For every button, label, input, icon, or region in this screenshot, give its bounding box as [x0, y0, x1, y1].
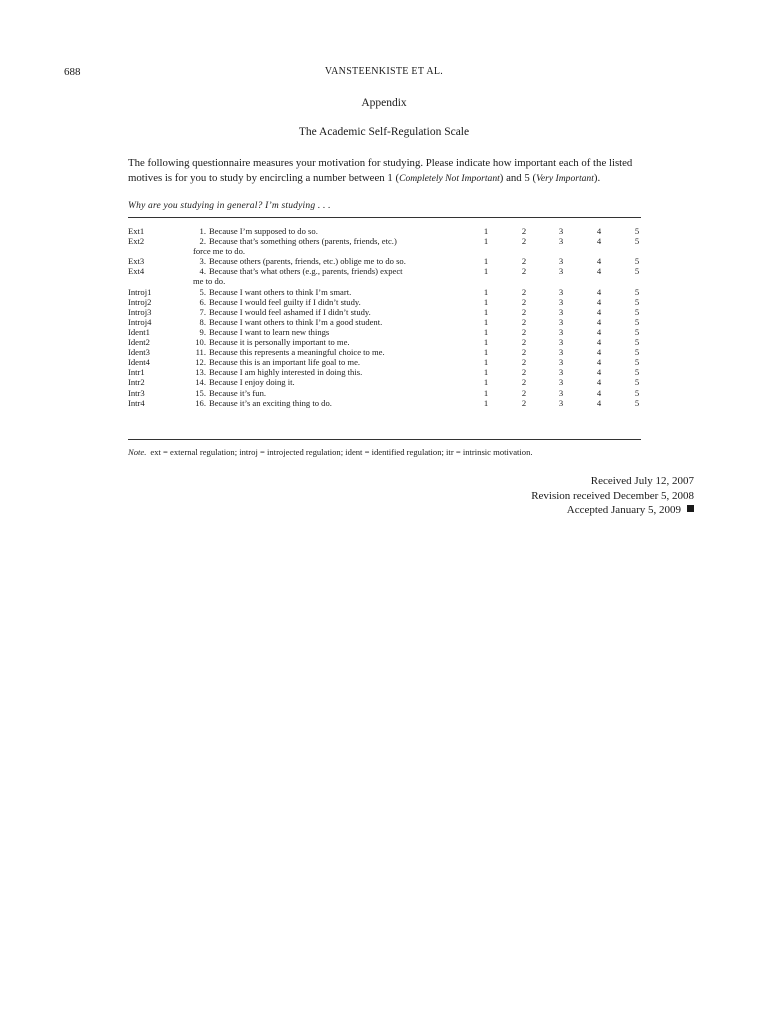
- item-number: 10.: [195, 337, 206, 348]
- rating-option-4[interactable]: 4: [596, 326, 602, 337]
- rating-option-1[interactable]: 1: [483, 367, 489, 378]
- rating-option-4[interactable]: 4: [596, 387, 602, 398]
- received-date: Received July 12, 2007: [590, 475, 694, 487]
- table-row: [0, 357, 768, 367]
- rating-option-5[interactable]: 5: [634, 306, 640, 317]
- item-text-line1: [186, 226, 458, 236]
- anchor-1-label: Completely Not Important: [399, 173, 500, 184]
- rating-option-3[interactable]: 3: [558, 326, 564, 337]
- rating-option-3[interactable]: 3: [558, 236, 564, 247]
- question-prompt: Why are you studying in general? I’m studying . . .: [128, 201, 331, 211]
- rating-option-3[interactable]: 3: [558, 397, 564, 408]
- rating-option-3[interactable]: 3: [558, 266, 564, 277]
- item-text-line1: [186, 236, 458, 246]
- rating-option-5[interactable]: 5: [634, 286, 640, 297]
- item-number: 2.: [199, 236, 206, 247]
- rating-option-3[interactable]: 3: [558, 286, 564, 297]
- item-number: 4.: [199, 266, 206, 277]
- table-row: [0, 256, 768, 266]
- item-statement: [186, 388, 458, 398]
- item-text-line1: [186, 256, 458, 266]
- table-top-rule: [128, 217, 641, 218]
- item-text: Because I want others to think I’m smart.: [209, 286, 352, 297]
- accepted-date: Accepted January 5, 2009: [566, 504, 681, 516]
- rating-option-2[interactable]: 2: [521, 347, 527, 358]
- rating-option-5[interactable]: 5: [634, 256, 640, 267]
- item-text: Because this represents a meaningful choice to me.: [209, 347, 385, 358]
- item-code: Intr3: [128, 387, 145, 398]
- rating-option-2[interactable]: 2: [521, 236, 527, 247]
- rating-option-4[interactable]: 4: [596, 236, 602, 247]
- rating-option-2[interactable]: 2: [521, 397, 527, 408]
- item-statement: [186, 226, 458, 236]
- rating-option-5[interactable]: 5: [634, 367, 640, 378]
- item-statement: [186, 337, 458, 347]
- item-code: Ext3: [128, 256, 145, 267]
- item-statement: [186, 357, 458, 367]
- table-row: [0, 388, 768, 398]
- rating-option-3[interactable]: 3: [558, 296, 564, 307]
- item-text-line1: [186, 287, 458, 297]
- item-text-line2: me to do.: [193, 276, 226, 287]
- rating-option-4[interactable]: 4: [596, 347, 602, 358]
- rating-option-4[interactable]: 4: [596, 306, 602, 317]
- rating-option-1[interactable]: 1: [483, 377, 489, 388]
- table-row: [0, 327, 768, 337]
- rating-option-1[interactable]: 1: [483, 296, 489, 307]
- rating-option-5[interactable]: 5: [634, 397, 640, 408]
- rating-option-3[interactable]: 3: [558, 377, 564, 388]
- item-text-line1: [186, 317, 458, 327]
- item-statement: [186, 367, 458, 377]
- table-row: [0, 367, 768, 377]
- item-number: 9.: [199, 326, 206, 337]
- rating-option-4[interactable]: 4: [596, 337, 602, 348]
- rating-option-1[interactable]: 1: [483, 326, 489, 337]
- rating-option-1[interactable]: 1: [483, 256, 489, 267]
- rating-option-1[interactable]: 1: [483, 226, 489, 236]
- item-text: Because I enjoy doing it.: [209, 377, 295, 388]
- instructions-text-between: ) and 5 (: [499, 172, 537, 184]
- rating-option-5[interactable]: 5: [634, 377, 640, 388]
- rating-option-2[interactable]: 2: [521, 377, 527, 388]
- item-number: 14.: [195, 377, 206, 388]
- rating-option-1[interactable]: 1: [483, 236, 489, 247]
- rating-option-5[interactable]: 5: [634, 236, 640, 247]
- item-number: 3.: [199, 256, 206, 267]
- item-number: 12.: [195, 357, 206, 368]
- item-text-line2: force me to do.: [193, 246, 246, 257]
- scale-title: The Academic Self-Regulation Scale: [298, 126, 470, 138]
- item-text: Because I would feel guilty if I didn’t study.: [209, 296, 361, 307]
- rating-option-2[interactable]: 2: [521, 266, 527, 277]
- appendix-title: Appendix: [361, 97, 407, 109]
- rating-option-5[interactable]: 5: [634, 337, 640, 348]
- rating-option-3[interactable]: 3: [558, 337, 564, 348]
- instructions-text: The following questionnaire measures your motivation for studying. Please indicate how important each of the listed motives is for you to study by encircling a number between 1 (: [128, 157, 633, 184]
- rating-option-4[interactable]: 4: [596, 256, 602, 267]
- item-code: Ext2: [128, 236, 145, 247]
- rating-option-4[interactable]: 4: [596, 226, 602, 236]
- rating-option-3[interactable]: 3: [558, 367, 564, 378]
- rating-option-5[interactable]: 5: [634, 347, 640, 358]
- item-text: Because I would feel ashamed if I didn’t study.: [209, 306, 371, 317]
- item-text-line1: [186, 297, 458, 307]
- rating-option-5[interactable]: 5: [634, 266, 640, 277]
- rating-option-1[interactable]: 1: [483, 387, 489, 398]
- item-text-line1: [186, 307, 458, 317]
- rating-option-5[interactable]: 5: [634, 316, 640, 327]
- rating-option-2[interactable]: 2: [521, 387, 527, 398]
- item-code: Ext4: [128, 266, 145, 277]
- item-text-line1: [186, 377, 458, 387]
- item-text-line1: [186, 266, 458, 276]
- table-row: [0, 287, 768, 297]
- item-code: Ident2: [128, 337, 150, 348]
- item-text: Because I want to learn new things: [209, 326, 330, 337]
- item-code: Introj1: [128, 286, 152, 297]
- rating-option-2[interactable]: 2: [521, 296, 527, 307]
- rating-option-2[interactable]: 2: [521, 357, 527, 368]
- rating-option-1[interactable]: 1: [483, 286, 489, 297]
- table-row: [0, 307, 768, 317]
- item-statement: [186, 327, 458, 337]
- rating-option-3[interactable]: 3: [558, 306, 564, 317]
- table-row: [0, 236, 768, 256]
- item-text-line1: [186, 367, 458, 377]
- rating-option-4[interactable]: 4: [596, 286, 602, 297]
- accepted-line: [531, 503, 694, 518]
- item-statement: [186, 398, 458, 408]
- rating-option-4[interactable]: 4: [596, 266, 602, 277]
- rating-option-3[interactable]: 3: [558, 347, 564, 358]
- item-text: Because I’m supposed to do so.: [209, 226, 318, 236]
- end-of-article-mark: [687, 505, 694, 512]
- running-head: VANSTEENKISTE ET AL.: [324, 66, 444, 77]
- rating-option-4[interactable]: 4: [596, 377, 602, 388]
- item-text-line1: [186, 388, 458, 398]
- rating-option-1[interactable]: 1: [483, 266, 489, 277]
- item-number: 8.: [199, 316, 206, 327]
- rating-option-1[interactable]: 1: [483, 357, 489, 368]
- item-number: 7.: [199, 306, 206, 317]
- rating-option-1[interactable]: 1: [483, 316, 489, 327]
- item-text: Because I am highly interested in doing this.: [209, 367, 363, 378]
- rating-option-2[interactable]: 2: [521, 337, 527, 348]
- rating-option-5[interactable]: 5: [634, 326, 640, 337]
- item-text: Because I want others to think I’m a good student.: [209, 316, 383, 327]
- instructions-text-end: ).: [593, 172, 601, 184]
- item-text: Because it’s fun.: [209, 387, 267, 398]
- table-row: [0, 337, 768, 347]
- page-number: 688: [64, 66, 81, 78]
- table-row: [0, 297, 768, 307]
- item-number: 16.: [195, 397, 206, 408]
- rating-option-5[interactable]: 5: [634, 296, 640, 307]
- item-number: 5.: [199, 286, 206, 297]
- item-statement: [186, 347, 458, 357]
- rating-option-2[interactable]: 2: [521, 286, 527, 297]
- item-number: 1.: [199, 226, 206, 236]
- rating-option-2[interactable]: 2: [521, 367, 527, 378]
- item-text: Because that’s something others (parents, friends, etc.): [209, 236, 397, 247]
- item-statement: [186, 256, 458, 266]
- item-code: Ident1: [128, 326, 150, 337]
- rating-option-3[interactable]: 3: [558, 316, 564, 327]
- item-number: 15.: [195, 387, 206, 398]
- rating-option-4[interactable]: 4: [596, 367, 602, 378]
- rating-option-2[interactable]: 2: [521, 326, 527, 337]
- item-statement: [186, 287, 458, 297]
- anchor-5-label: Very Important: [536, 173, 594, 184]
- item-text-line1: [186, 327, 458, 337]
- note-label: Note.: [128, 447, 147, 457]
- item-text: Because it is personally important to me.: [209, 337, 350, 348]
- item-text: Because it’s an exciting thing to do.: [209, 397, 332, 408]
- item-statement: [186, 377, 458, 387]
- rating-option-1[interactable]: 1: [483, 306, 489, 317]
- rating-option-1[interactable]: 1: [483, 337, 489, 348]
- rating-option-5[interactable]: 5: [634, 357, 640, 368]
- rating-option-1[interactable]: 1: [483, 347, 489, 358]
- rating-option-2[interactable]: 2: [521, 316, 527, 327]
- item-code: Intr1: [128, 367, 145, 378]
- rating-option-3[interactable]: 3: [558, 256, 564, 267]
- item-code: Introj4: [128, 316, 152, 327]
- item-statement: [186, 307, 458, 317]
- item-text-line1: [186, 357, 458, 367]
- rating-option-2[interactable]: 2: [521, 226, 527, 236]
- table-row: [0, 398, 768, 408]
- item-statement: [186, 297, 458, 307]
- table-row: [0, 317, 768, 327]
- item-code: Introj2: [128, 296, 152, 307]
- rating-option-4[interactable]: 4: [596, 296, 602, 307]
- table-bottom-rule: [128, 439, 641, 440]
- rating-option-5[interactable]: 5: [634, 387, 640, 398]
- rating-option-3[interactable]: 3: [558, 387, 564, 398]
- item-number: 11.: [195, 347, 206, 358]
- item-text: Because that’s what others (e.g., parents, friends) expect: [209, 266, 403, 277]
- table-row: [0, 347, 768, 357]
- item-statement: [186, 266, 458, 286]
- table-row: [0, 226, 768, 236]
- rating-option-3[interactable]: 3: [558, 226, 564, 236]
- item-text-line1: [186, 398, 458, 408]
- instructions-paragraph: [128, 156, 644, 186]
- revision-date: Revision received December 5, 2008: [531, 489, 694, 502]
- item-text: Because others (parents, friends, etc.) oblige me to do so.: [209, 256, 406, 267]
- item-text-line1: [186, 347, 458, 357]
- item-number: 13.: [195, 367, 206, 378]
- item-code: Ident3: [128, 347, 150, 358]
- rating-option-1[interactable]: 1: [483, 397, 489, 408]
- items-table: [0, 226, 768, 408]
- table-row: [0, 377, 768, 387]
- table-row: [0, 266, 768, 286]
- item-code: Introj3: [128, 306, 152, 317]
- item-number: 6.: [199, 296, 206, 307]
- rating-option-5[interactable]: 5: [634, 226, 640, 236]
- item-statement: [186, 236, 458, 256]
- item-text-line1: [186, 337, 458, 347]
- note-text: ext = external regulation; introj = introjected regulation; ident = identified regulation; itr = intrinsic motivation.: [150, 447, 533, 457]
- rating-option-2[interactable]: 2: [521, 256, 527, 267]
- table-note: [128, 447, 533, 457]
- item-code: Intr2: [128, 377, 145, 388]
- rating-option-4[interactable]: 4: [596, 357, 602, 368]
- rating-option-3[interactable]: 3: [558, 357, 564, 368]
- item-code: Intr4: [128, 397, 145, 408]
- rating-option-4[interactable]: 4: [596, 316, 602, 327]
- rating-option-4[interactable]: 4: [596, 397, 602, 408]
- item-code: Ident4: [128, 357, 150, 368]
- article-dates: [531, 474, 694, 518]
- item-text: Because this is an important life goal to me.: [209, 357, 361, 368]
- item-code: Ext1: [128, 226, 145, 236]
- rating-option-2[interactable]: 2: [521, 306, 527, 317]
- item-statement: [186, 317, 458, 327]
